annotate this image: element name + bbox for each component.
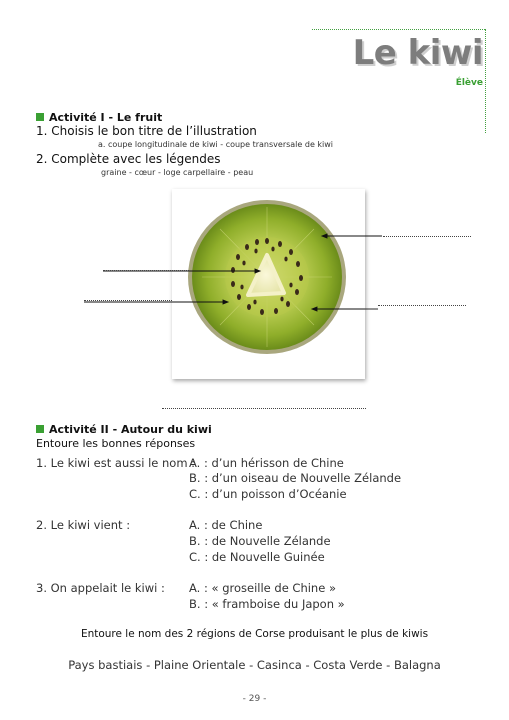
page-title: Le kiwi: [352, 33, 483, 73]
page-number: - 29 -: [242, 694, 267, 704]
activity2-instruction: Entoure les bonnes réponses: [36, 437, 196, 450]
quiz-answer[interactable]: A. : « groseille de Chine »: [189, 581, 336, 595]
quiz-answer[interactable]: A. : d’un hérisson de Chine: [189, 456, 344, 470]
green-square-icon: [36, 425, 44, 433]
legend-blank-loge[interactable]: [378, 305, 466, 306]
page-subtitle: Élève: [455, 78, 483, 88]
corse-regions[interactable]: Pays bastiais - Plaine Orientale - Casinca - Costa Verde - Balagna: [68, 658, 441, 672]
question-2: 2. Complète avec les légendes: [36, 152, 221, 166]
quiz-question-2: 2. Le kiwi vient :: [36, 518, 131, 532]
quiz-answer[interactable]: B. : d’un oiseau de Nouvelle Zélande: [189, 471, 402, 485]
quiz-answer[interactable]: A. : de Chine: [189, 518, 263, 532]
legend-blank-peau[interactable]: [383, 236, 471, 237]
question-1: 1. Choisis le bon titre de l’illustration: [36, 124, 257, 138]
quiz-question-1: 1. Le kiwi est aussi le nom :: [36, 456, 196, 470]
quiz-answer[interactable]: C. : d’un poisson d’Océanie: [189, 487, 347, 501]
activity2-heading: [36, 423, 212, 436]
legend-blank-coeur[interactable]: [103, 270, 189, 271]
question-2-options: graine - cœur - loge carpellaire - peau: [101, 168, 254, 177]
question-1-options: a. coupe longitudinale de kiwi - coupe transversale de kiwi: [98, 140, 334, 149]
activity1-heading-text: Activité I - Le fruit: [49, 111, 163, 124]
quiz-answer[interactable]: C. : de Nouvelle Guinée: [189, 550, 325, 564]
activity2-heading-text: Activité II - Autour du kiwi: [49, 423, 212, 436]
quiz-question-3: 3. On appelait le kiwi :: [36, 581, 165, 595]
legend-blank-graine[interactable]: [84, 300, 172, 301]
illustration-title-blank[interactable]: [162, 408, 366, 409]
quiz-answer[interactable]: B. : « framboise du Japon »: [189, 597, 345, 611]
quiz-answer[interactable]: B. : de Nouvelle Zélande: [189, 534, 331, 548]
corse-instruction: Entoure le nom des 2 régions de Corse produisant le plus de kiwis: [80, 628, 429, 640]
